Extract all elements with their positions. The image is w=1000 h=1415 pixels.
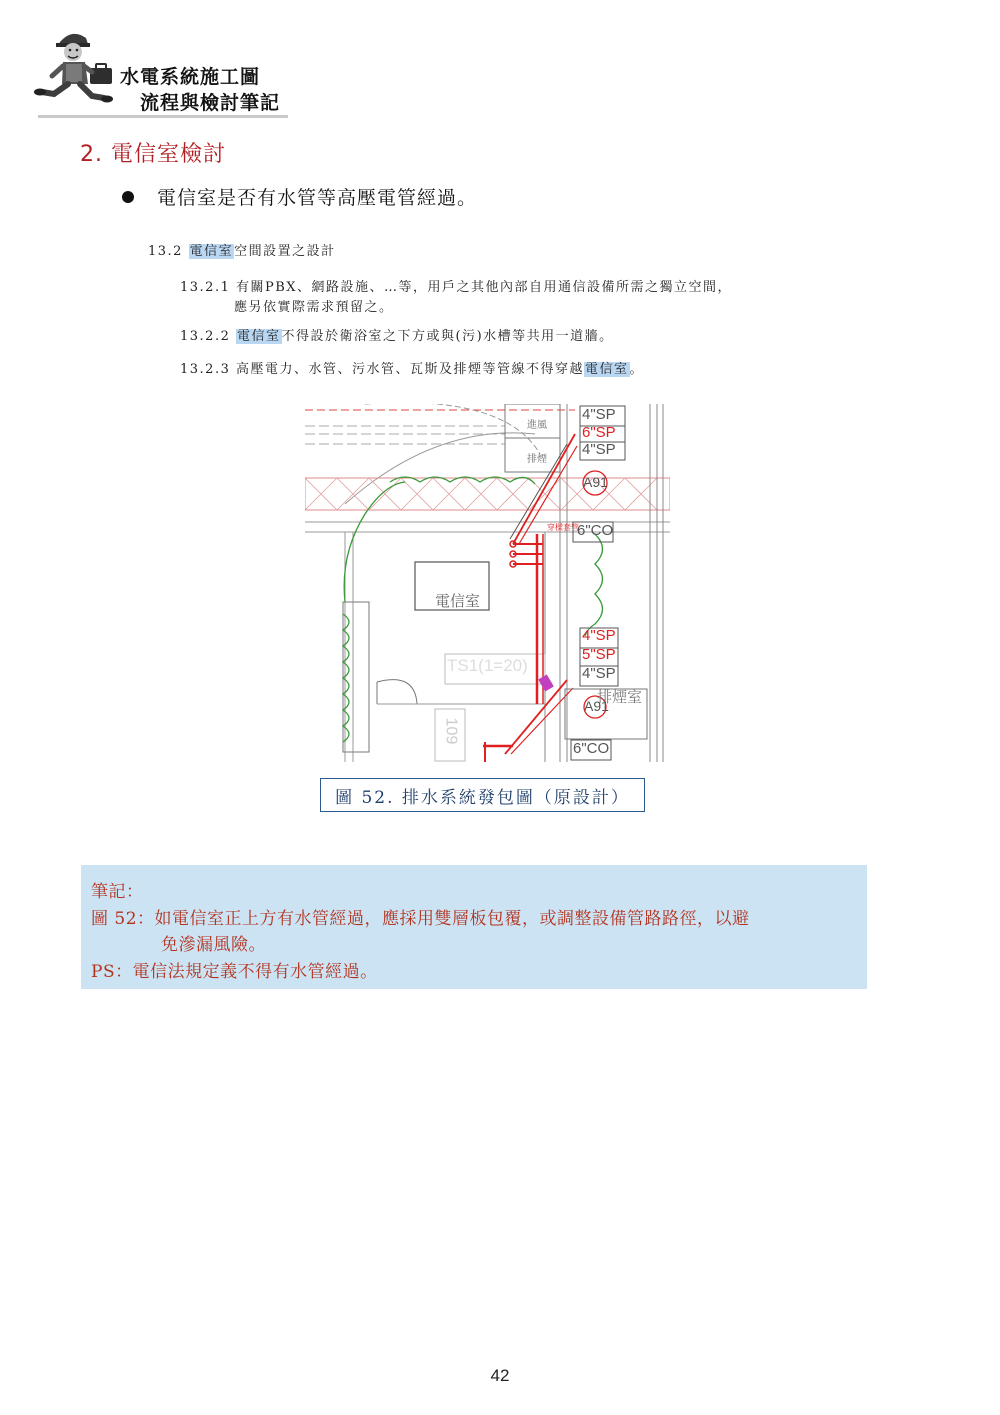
drawing-label-a91-top: A91 xyxy=(583,474,608,490)
page-number: 42 xyxy=(490,1366,510,1385)
drawing-label-a91-bottom: A91 xyxy=(584,698,609,714)
regulation-item-highlight: 電信室 xyxy=(236,329,281,344)
regulation-item-text: 應另依實際需求預留之。 xyxy=(234,300,394,315)
header-divider xyxy=(38,115,288,118)
notes-line-3: PS：電信法規定義不得有水管經過。 xyxy=(91,962,378,982)
regulation-item-13-2-3 xyxy=(180,358,644,377)
drawing-label-sp2: 6"SP xyxy=(582,424,616,441)
drawing-label-sp3: 4"SP xyxy=(582,441,616,458)
regulation-title xyxy=(148,240,336,259)
running-worker-icon xyxy=(30,22,130,112)
section-title: 2. 電信室檢討 xyxy=(80,142,226,167)
regulation-item-13-2-1-continued xyxy=(234,296,394,315)
drawing-label-co-bottom: 6"CO xyxy=(573,740,610,757)
figure-caption-text: 圖 52. 排水系統發包圖（原設計） xyxy=(335,787,630,808)
drawing-label-sp4: 4"SP xyxy=(582,627,616,644)
regulation-item-number: 13.2.2 xyxy=(180,329,236,344)
drawing-label-sp6: 4"SP xyxy=(582,665,616,682)
regulation-title-highlight: 電信室 xyxy=(189,244,234,259)
drawing-label-smoke-room: 排煙室 xyxy=(597,688,643,706)
drawing-label-co-top: 6"CO xyxy=(577,522,614,539)
figure-caption xyxy=(320,778,645,812)
regulation-title-number: 13.2 xyxy=(148,244,189,259)
regulation-item-number: 13.2.1 xyxy=(180,280,236,295)
drainage-drawing xyxy=(305,404,670,762)
drawing-label-room: 電信室 xyxy=(435,592,481,610)
drawing-label-sp1: 4"SP xyxy=(582,406,616,423)
regulation-item-text-end: 。 xyxy=(629,362,645,377)
regulation-title-rest: 空間設置之設計 xyxy=(234,244,336,259)
notes-box xyxy=(81,865,867,989)
notes-line-1: 圖 52：如電信室正上方有水管經過，應採用雙層板包覆，或調整設備管路路徑，以避 xyxy=(91,909,750,929)
regulation-item-text: 有關PBX、網路設施、…等，用戶之其他內部自用通信設備所需之獨立空間， xyxy=(235,280,733,295)
regulation-item-13-2-1 xyxy=(180,276,732,295)
regulation-item-text: 不得設於衛浴室之下方或與(污)水槽等共用一道牆。 xyxy=(281,329,614,344)
drawing-label-ts: TS1(1=20) xyxy=(447,656,528,675)
notes-label: 筆記： xyxy=(91,882,144,902)
drawing-label-exhaust: 排煙 xyxy=(527,454,547,465)
regulation-item-highlight: 電信室 xyxy=(585,362,629,377)
regulation-item-text: 高壓電力、水管、污水管、瓦斯及排煙等管線不得穿越 xyxy=(235,362,584,377)
drawing-label-sp5: 5"SP xyxy=(582,646,616,663)
bullet-icon xyxy=(122,191,134,203)
drawing-label-note: 穿樑套管 xyxy=(547,523,579,532)
regulation-item-13-2-2 xyxy=(180,325,614,344)
drawing-label-dim: 109 xyxy=(442,717,460,745)
drawing-label-ventilation: 進風 xyxy=(527,420,547,431)
regulation-item-number: 13.2.3 xyxy=(180,362,236,377)
header-title-line1: 水電系統施工圖 xyxy=(120,66,261,88)
bullet-text: 電信室是否有水管等高壓電管經過。 xyxy=(157,187,478,209)
header-title-line2: 流程與檢討筆記 xyxy=(140,92,281,114)
notes-line-2: 免滲漏風險。 xyxy=(161,935,266,955)
